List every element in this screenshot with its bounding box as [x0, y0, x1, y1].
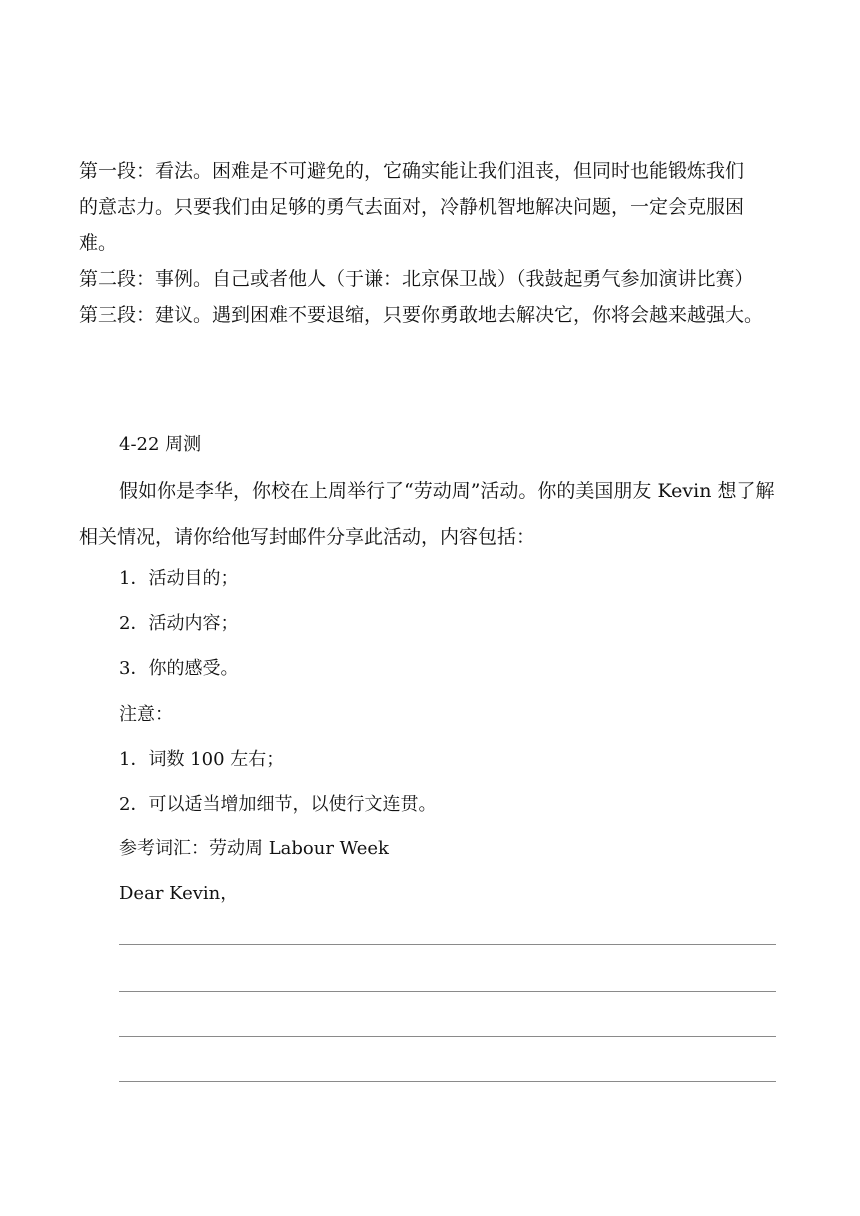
task-point-2: 2．活动内容； — [119, 613, 239, 634]
outline-para1-line1: 第一段：看法。困难是不可避免的，它确实能让我们沮丧，但同时也能锻炼我们 — [79, 160, 745, 182]
outline-para1-line3: 难。 — [79, 232, 118, 254]
answer-line[interactable] — [119, 991, 776, 992]
letter-salutation: Dear Kevin， — [119, 883, 239, 904]
task-point-1: 1．活动目的； — [119, 568, 239, 589]
answer-line[interactable] — [119, 944, 776, 945]
notes-label: 注意： — [119, 704, 173, 725]
note-1: 1．词数 100 左右； — [119, 749, 285, 770]
answer-line[interactable] — [119, 1081, 776, 1082]
reference-vocabulary: 参考词汇：劳动周 Labour Week — [119, 838, 389, 859]
outline-para3: 第三段：建议。遇到困难不要退缩，只要你勇敢地去解决它，你将会越来越强大。 — [79, 304, 764, 326]
task-point-3: 3．你的感受。 — [119, 658, 239, 679]
task-prompt: 假如你是李华，你校在上周举行了“劳动周”活动。你的美国朋友 Kevin 想了解相关情况，请你给他写封邮件分享此活动，内容包括： — [79, 480, 775, 548]
answer-line[interactable] — [119, 1036, 776, 1037]
outline-para2: 第二段：事例。自己或者他人（于谦：北京保卫战）（我鼓起勇气参加演讲比赛） — [79, 268, 754, 290]
outline-para1-line2: 的意志力。只要我们由足够的勇气去面对，冷静机智地解决问题，一定会克服困 — [79, 196, 745, 218]
task-title: 4-22 周测 — [119, 434, 202, 455]
note-2: 2．可以适当增加细节，以使行文连贯。 — [119, 794, 437, 815]
essay-outline — [79, 153, 783, 333]
